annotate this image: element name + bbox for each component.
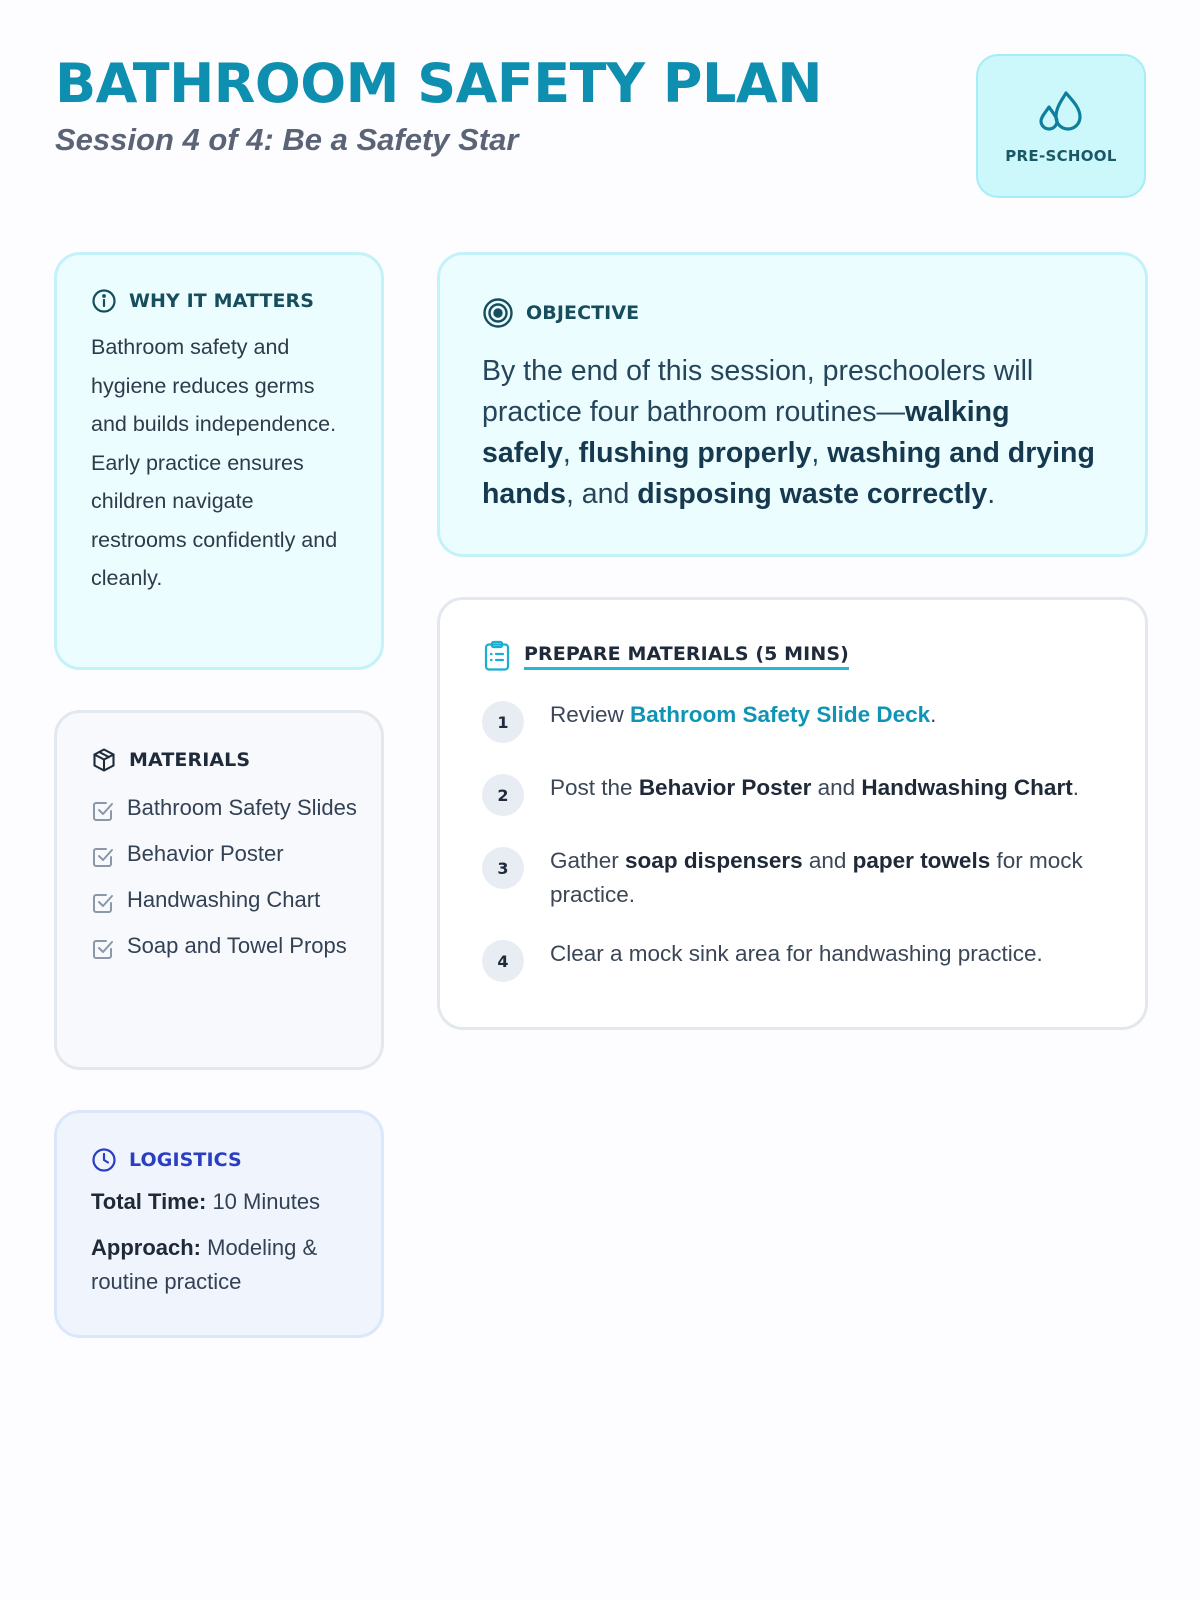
logistics-card bbox=[54, 1110, 384, 1338]
total-time-value: 10 Minutes bbox=[212, 1189, 321, 1214]
step-number: 3 bbox=[482, 847, 524, 889]
total-time bbox=[91, 1185, 361, 1219]
prepare-materials-title: PREPARE MATERIALS (5 MINS) bbox=[524, 643, 849, 670]
info-icon bbox=[91, 288, 117, 314]
step-text-part: Post the bbox=[550, 775, 639, 800]
material-label: Behavior Poster bbox=[127, 841, 284, 866]
separator: . bbox=[987, 478, 996, 510]
clock-icon bbox=[91, 1147, 117, 1173]
step-text-part: . bbox=[1072, 775, 1079, 800]
step-text-part: and bbox=[811, 775, 862, 800]
level-badge-label: PRE-SCHOOL bbox=[1005, 147, 1117, 165]
checkbox-checked-icon bbox=[91, 799, 115, 823]
objective-header bbox=[482, 297, 1105, 329]
step-text bbox=[550, 844, 1105, 912]
routine-flushing: flushing properly bbox=[578, 437, 812, 469]
objective-intro: By the end of this session, preschoolers will practice four bathroom routines— bbox=[482, 355, 1034, 428]
prepare-steps-list bbox=[482, 698, 1105, 997]
objective-card bbox=[437, 252, 1148, 557]
approach-value: Modeling & routine practice bbox=[91, 1235, 318, 1294]
logistics-title: LOGISTICS bbox=[129, 1149, 242, 1171]
step-text bbox=[550, 771, 1105, 805]
separator: , bbox=[562, 437, 579, 469]
step-text-bold: soap dispensers bbox=[625, 848, 803, 873]
checkbox-checked-icon bbox=[91, 937, 115, 961]
checkbox-checked-icon bbox=[91, 891, 115, 915]
list-item bbox=[91, 837, 361, 871]
approach-label: Approach: bbox=[91, 1235, 201, 1260]
step-text-part: Gather bbox=[550, 848, 626, 873]
why-it-matters-body: Bathroom safety and hygiene reduces germs and builds independence. Early practice ensures children navigate restrooms confidently and cleanly. bbox=[91, 335, 338, 590]
approach bbox=[91, 1231, 351, 1299]
page-title: BATHROOM SAFETY PLAN bbox=[55, 52, 822, 115]
level-badge bbox=[976, 54, 1146, 198]
materials-card bbox=[54, 710, 384, 1070]
step-text-part: for mock practice. bbox=[550, 848, 1083, 907]
step-number: 2 bbox=[482, 774, 524, 816]
package-icon bbox=[91, 747, 117, 773]
checkbox-checked-icon bbox=[91, 845, 115, 869]
objective-title: OBJECTIVE bbox=[526, 302, 640, 324]
why-it-matters-card bbox=[54, 252, 384, 670]
step-number: 4 bbox=[482, 940, 524, 982]
clipboard-list-icon bbox=[482, 640, 512, 672]
material-label: Bathroom Safety Slides bbox=[127, 795, 357, 820]
step-number: 1 bbox=[482, 701, 524, 743]
separator: , and bbox=[565, 478, 638, 510]
step-text-bold: paper towels bbox=[852, 848, 991, 873]
materials-title: MATERIALS bbox=[129, 749, 251, 771]
prepare-materials-card bbox=[437, 597, 1148, 1030]
total-time-label: Total Time: bbox=[91, 1189, 207, 1214]
separator: , bbox=[811, 437, 828, 469]
objective-text bbox=[482, 351, 1105, 515]
water-drops-icon bbox=[1036, 87, 1086, 139]
slide-deck-link[interactable]: Bathroom Safety Slide Deck bbox=[630, 702, 931, 727]
list-item bbox=[482, 844, 1105, 937]
material-label: Soap and Towel Props bbox=[127, 933, 347, 958]
materials-list bbox=[91, 791, 361, 963]
list-item bbox=[91, 883, 361, 917]
step-text-part: . bbox=[930, 702, 937, 727]
list-item bbox=[91, 791, 361, 825]
list-item bbox=[91, 929, 361, 963]
page-subtitle: Session 4 of 4: Be a Safety Star bbox=[55, 122, 519, 157]
list-item bbox=[482, 698, 1105, 771]
step-text-bold: Behavior Poster bbox=[638, 775, 812, 800]
step-text-part: Review bbox=[550, 702, 631, 727]
routine-washing: washing and drying hands bbox=[482, 437, 1095, 510]
prepare-materials-header bbox=[482, 640, 1105, 672]
why-it-matters-header bbox=[91, 288, 351, 314]
routine-disposing: disposing waste correctly bbox=[637, 478, 988, 510]
material-label: Handwashing Chart bbox=[127, 887, 321, 912]
routine-walking: walking safely bbox=[482, 396, 1010, 469]
step-text: Clear a mock sink area for handwashing practice. bbox=[550, 941, 1043, 966]
step-text-bold: Handwashing Chart bbox=[861, 775, 1073, 800]
materials-header bbox=[91, 747, 361, 773]
list-item bbox=[482, 771, 1105, 844]
step-text-part: and bbox=[802, 848, 853, 873]
target-icon bbox=[482, 297, 514, 329]
logistics-header bbox=[91, 1147, 361, 1173]
list-item bbox=[482, 937, 1105, 997]
step-text bbox=[550, 698, 1105, 732]
why-it-matters-title: WHY IT MATTERS bbox=[129, 290, 315, 312]
